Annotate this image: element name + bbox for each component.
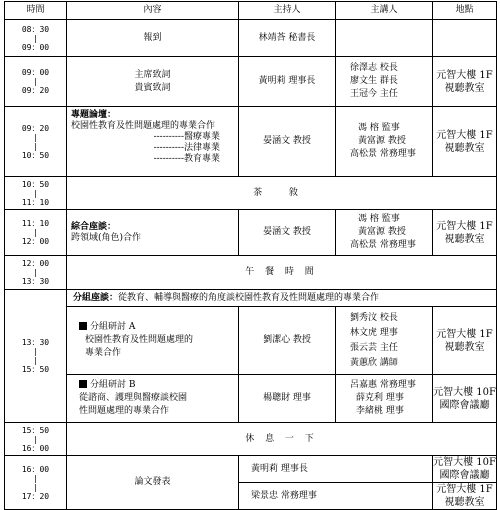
location-cell [433,483,497,510]
speaker-name: 黃富源 教授 [358,227,406,237]
content-line: 主席致詞 [134,69,171,80]
location-cell [433,456,497,483]
speaker-name: 徐澤志 校長 [350,63,398,73]
schedule-row-opening [5,57,497,107]
group-label: 分組研討 B [90,380,136,390]
header-location: 地點 [433,2,497,20]
schedule-row-tea [5,177,497,210]
location-line: 元智大樓 1F [436,484,493,495]
location-cell [433,210,497,256]
host-cell: 黃明莉 理事長 [239,57,336,107]
location-line: 元智大樓 10F [433,386,496,398]
speaker-name: 高松景 常務理事 [350,149,416,159]
topic-item: ----------法律專業 [153,143,220,153]
schedule-row-lunch [5,256,497,290]
agenda-table [4,1,497,510]
time-cell: 10：50 | 11：10 [5,177,67,210]
group-topic-line: 校園性教育及性問題處理的 [85,335,194,345]
host-cell: 楊聰財 理事 [239,375,336,423]
start-time: 16：00 [21,464,50,474]
start-time: 13：30 [21,338,50,347]
speaker-cell [336,210,433,256]
schedule-row-forum [5,107,497,177]
end-time: 12：00 [21,237,50,246]
break-cell: 茶 敘 [67,177,497,210]
schedule-row-papers-1 [5,456,497,483]
location-line: 視聽教室 [444,142,485,154]
section-title: 分組座談： [73,292,119,303]
speaker-cell [336,57,433,107]
header-speaker: 主講人 [336,2,433,20]
start-time: 11：10 [21,219,50,228]
topic-item: ----------教育專業 [153,154,220,164]
speaker-name: 王冠今 主任 [350,89,398,99]
time-cell: 12：00 | 13：30 [5,256,67,290]
speaker-cell [336,375,433,423]
header-time: 時間 [5,2,67,20]
schedule-row-rest [5,423,497,456]
end-time: 16：00 [21,443,50,453]
content-line: 貴賓致詞 [134,82,171,93]
speaker-name: 黃富源 教授 [358,136,406,146]
header-row [5,2,497,20]
host-cell [239,483,433,510]
time-cell: 08：30 | 09：00 [5,20,67,57]
group-label: 分組研討 A [90,322,136,332]
time-cell: 13：30 | | 15：50 [5,290,67,423]
location-line: 元智大樓 1F [436,129,493,141]
schedule-row-discussion [5,210,497,256]
speaker-name: 劉秀汶 校長 [350,312,398,323]
location-line: 元智大樓 1F [436,220,493,232]
location-line: 元智大樓 1F [436,69,493,81]
speaker-cell [336,307,433,375]
speaker-name: 馮 榕 監事 [358,214,400,224]
end-time: 10：50 [21,150,50,160]
location-line: 視聽教室 [444,233,485,245]
location-line: 國際會議廳 [439,399,490,411]
group-b-content [67,375,239,423]
host-cell [239,456,433,483]
location-line: 元智大樓 1F [436,328,493,340]
host-cell: 劉潔心 教授 [239,307,336,375]
speaker-name: 薛克利 理事 [356,393,404,403]
start-time: 08：30 [21,24,50,34]
rest-cell: 休 息 一 下 [67,423,497,456]
speaker-name: 張云芸 主任 [350,342,398,353]
host-name: 黃明莉 理事長 [251,463,308,474]
location-line: 視聽教室 [444,82,485,94]
content-cell: 論文發表 [67,456,239,510]
location-line: 國際會議廳 [439,470,490,481]
host-cell: 晏涵文 教授 [239,210,336,256]
content-cell: 報到 [67,20,239,57]
end-time: 09：00 [21,42,50,52]
location-cell [433,107,497,177]
start-time: 09：00 [21,68,50,77]
speaker-name: 高松景 常務理事 [350,240,416,250]
content-cell [67,210,239,256]
time-cell: 09：20 | | 10：50 [5,107,67,177]
host-cell: 林靖荅 秘書長 [239,20,336,57]
end-time: 15：50 [21,365,50,374]
speaker-name: 馮 榕 監事 [358,123,400,133]
speaker-name: 廖文生 群長 [350,76,398,86]
time-cell: 11：10 | 12：00 [5,210,67,256]
group-a-content [67,307,239,375]
speaker-cell [336,107,433,177]
lunch-cell: 午 餐 時 間 [67,256,497,290]
time-cell: 09：00 | 09：20 [5,57,67,107]
section-title: 專題論壇： [71,110,117,120]
end-time: 11：10 [21,197,50,207]
time-cell: 15：50 | 16：00 [5,423,67,456]
location-cell [433,57,497,107]
location-cell [433,20,497,57]
content-cell [67,107,239,177]
section-subtitle: 跨領域(角色)合作 [71,232,142,243]
group-topic-line: 專業合作 [85,348,122,358]
start-time: 15：50 [21,425,50,435]
time-cell: 16：00 | | 17：20 [5,456,67,510]
speaker-name: 呂嘉惠 常務理事 [350,380,416,390]
host-cell: 晏涵文 教授 [239,107,336,177]
group-a-row [5,307,497,375]
end-time: 09：20 [21,86,50,95]
section-title: 綜合座談： [71,221,117,232]
group-topic-line: 性問題處理的專業合作 [79,406,170,416]
location-line: 元智大樓 10F [433,457,496,468]
location-cell [433,307,497,375]
location-cell [433,375,497,423]
schedule-row-registration [5,20,497,57]
end-time: 17：20 [21,491,50,501]
topic-item: ----------醫療專業 [153,132,220,142]
header-content: 內容 [67,2,239,20]
bullet-square-icon [79,322,87,330]
section-subtitle: 從教育、輔導與醫療的角度談校園性教育及性問題處理的專業合作 [118,292,380,303]
group-header-cell [67,290,497,307]
end-time: 13：30 [21,277,50,286]
content-cell [67,57,239,107]
speaker-name: 林文虎 理事 [350,327,398,338]
start-time: 12：00 [21,259,50,268]
start-time: 10：50 [21,179,50,189]
location-line: 視聽教室 [444,341,485,353]
speaker-name: 李緒桃 理事 [356,406,404,416]
speaker-name: 黃蕙欣 講師 [350,357,398,368]
speaker-cell [336,20,433,57]
host-name: 梁景忠 常務理事 [251,490,317,501]
header-host: 主持人 [239,2,336,20]
bullet-square-icon [79,380,87,388]
section-subtitle: 校園性教育及性問題處理的專業合作 [71,121,216,131]
start-time: 09：20 [21,123,50,133]
group-b-row [5,375,497,423]
schedule-row-group-header [5,290,497,307]
location-line: 視聽教室 [444,497,485,508]
group-topic-line: 從諮商、護理與醫療談校園 [79,393,188,403]
